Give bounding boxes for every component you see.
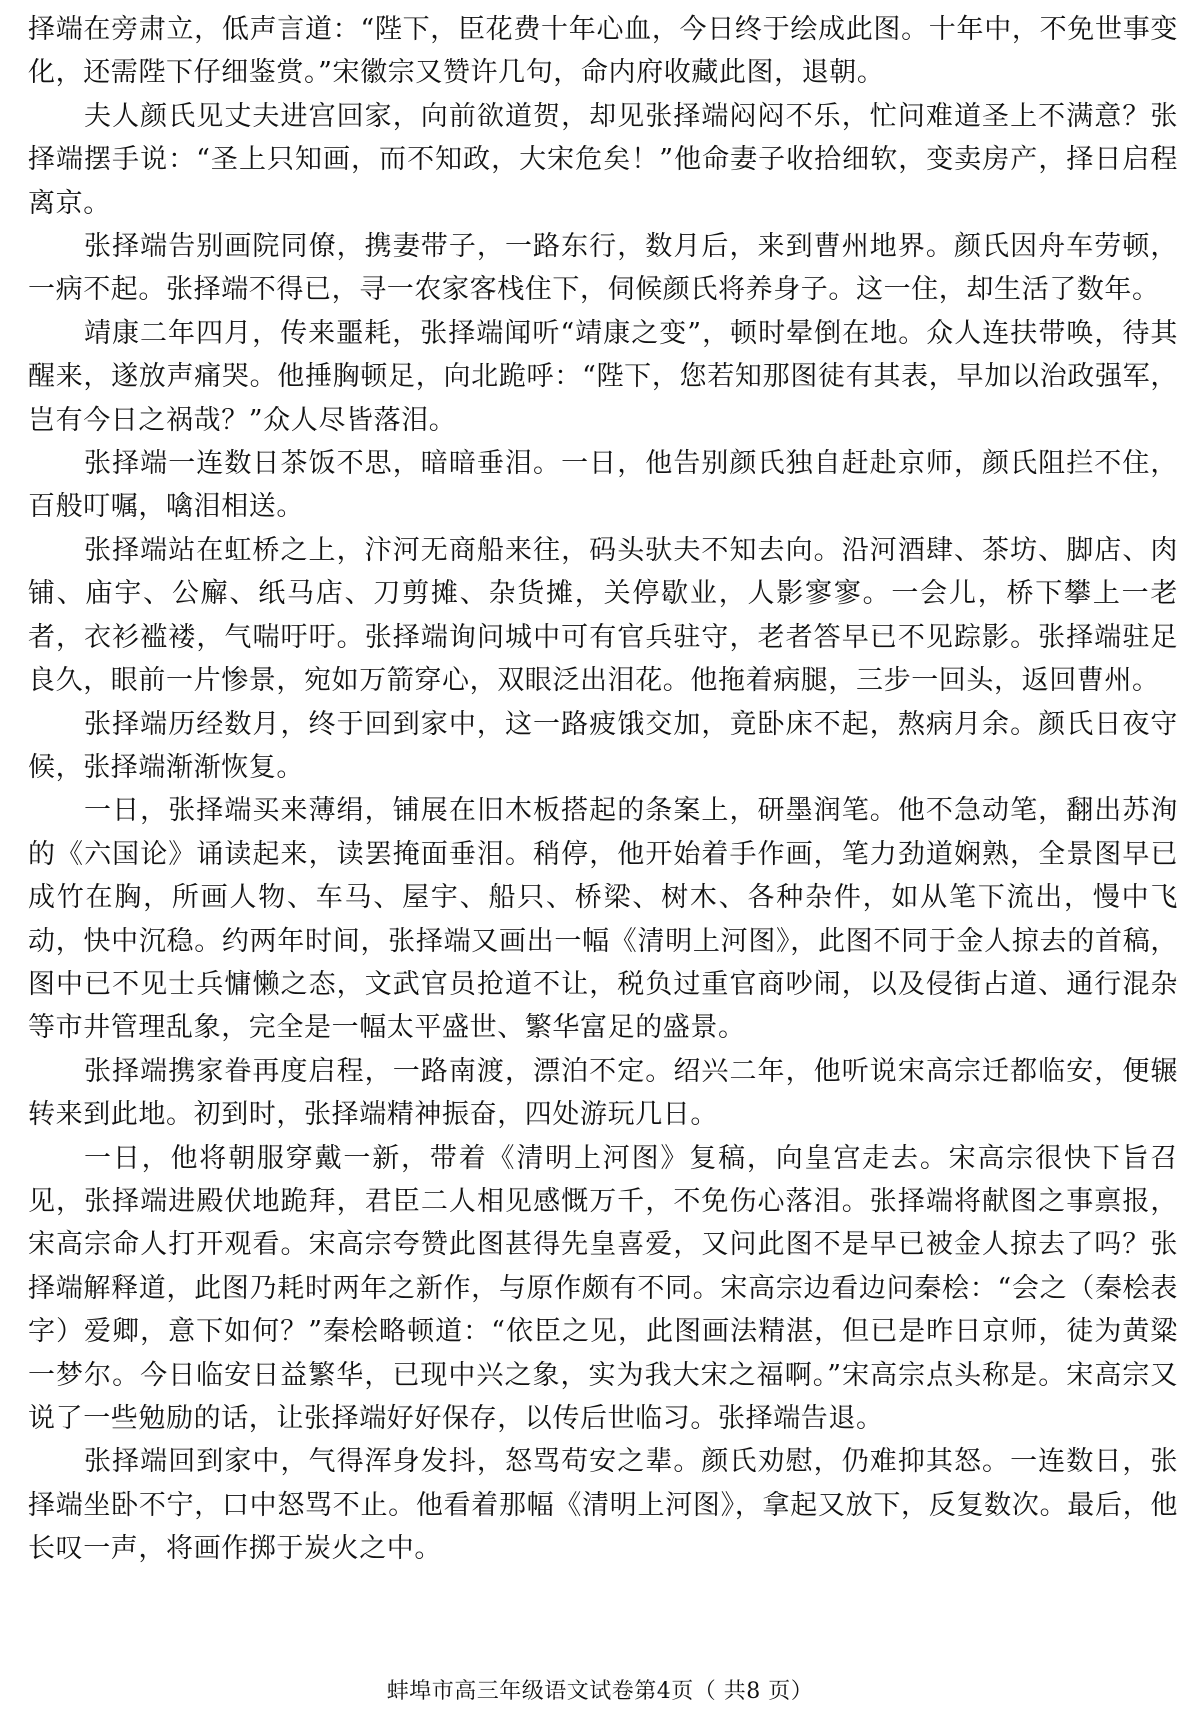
paragraph-11: 张择端回到家中，气得浑身发抖，怒骂苟安之辈。颜氏劝慰，仍难抑其怒。一连数日，张择端坐卧不宁，口中怒骂不止。他看着那幅《清明上河图》，拿起又放下，反复数次。最后，他长叹一声，将画作掷于炭火之中。	[28, 1446, 1178, 1565]
paragraph-3: 张择端告别画院同僚，携妻带子，一路东行，数月后，来到曹州地界。颜氏因舟车劳顿，一病不起。张择端不得已，寻一农家客栈住下，伺候颜氏将养身子。这一住，却生活了数年。	[28, 231, 1178, 306]
paragraph-5: 张择端一连数日茶饭不思，暗暗垂泪。一日，他告别颜氏独自赶赴京师，颜氏阻拦不住，百般叮嘱，噙泪相送。	[28, 448, 1178, 523]
paragraph-1: 择端在旁肃立，低声言道：“陛下，臣花费十年心血，今日终于绘成此图。十年中，不免世事变化，还需陛下仔细鉴赏。”宋徽宗又赞许几句，命内府收藏此图，退朝。	[28, 14, 1178, 89]
paragraph-10: 一日，他将朝服穿戴一新，带着《清明上河图》复稿，向皇宫走去。宋高宗很快下旨召见，张择端进殿伏地跪拜，君臣二人相见感慨万千，不免伤心落泪。张择端将献图之事禀报，宋高宗命人打开观看。宋高宗夸赞此图甚得先皇喜爱，又问此图不是早已被金人掠去了吗？张择端解释道，此图乃耗时两年之新作，与原作颇有不同。宋高宗边看边问秦桧：“会之（秦桧表字）爱卿，意下如何？”秦桧略顿道：“依臣之见，此图画法精湛，但已是昨日京师，徒为黄粱一梦尔。今日临安日益繁华，已现中兴之象，实为我大宋之福啊。”宋高宗点头称是。宋高宗又说了一些勉励的话，让张择端好好保存，以传后世临习。张择端告退。	[28, 1142, 1178, 1434]
paragraph-7: 张择端历经数月，终于回到家中，这一路疲饿交加，竟卧床不起，熬病月余。颜氏日夜守候，张择端渐渐恢复。	[28, 708, 1178, 783]
paragraph-9: 张择端携家眷再度启程，一路南渡，漂泊不定。绍兴二年，他听说宋高宗迁都临安，便辗转来到此地。初到时，张择端精神振奋，四处游玩几日。	[28, 1055, 1178, 1131]
page-footer: 蚌埠市高三年级语文试卷第4页（ 共8 页）	[386, 1679, 814, 1704]
article-body	[28, 8, 1178, 1571]
paragraph-8: 一日，张择端买来薄绢，铺展在旧木板搭起的条案上，研墨润笔。他不急动笔，翻出苏洵的《六国论》诵读起来，读罢掩面垂泪。稍停，他开始着手作画，笔力劲道娴熟，全景图早已成竹在胸，所画人物、车马、屋宇、船只、桥梁、树木、各种杂件，如从笔下流出，慢中飞动，快中沉稳。约两年时间，张择端又画出一幅《清明上河图》，此图不同于金人掠去的首稿，图中已不见士兵慵懒之态，文武官员抢道不让，税负过重官商吵闹，以及侵街占道、通行混杂等市井管理乱象，完全是一幅太平盛世、繁华富足的盛景。	[28, 795, 1178, 1044]
paragraph-2: 夫人颜氏见丈夫进宫回家，向前欲道贺，却见张择端闷闷不乐，忙问难道圣上不满意？张择端摆手说：“圣上只知画，而不知政，大宋危矣！”他命妻子收拾细软，变卖房产，择日启程离京。	[28, 100, 1178, 219]
paragraph-6: 张择端站在虹桥之上，汴河无商船来往，码头驮夫不知去向。沿河酒肆、茶坊、脚店、肉铺、庙宇、公廨、纸马店、刀剪摊、杂货摊，关停歇业，人影寥寥。一会儿，桥下攀上一老者，衣衫褴褛，气喘吁吁。张择端询问城中可有官兵驻守，老者答早已不见踪影。张择端驻足良久，眼前一片惨景，宛如万箭穿心，双眼泛出泪花。他拖着病腿，三步一回头，返回曹州。	[28, 534, 1178, 697]
paragraph-4: 靖康二年四月，传来噩耗，张择端闻听“靖康之变”，顿时晕倒在地。众人连扶带唤，待其醒来，遂放声痛哭。他捶胸顿足，向北跪呼：“陛下，您若知那图徒有其表，早加以治政强军，岂有今日之祸哉？”众人尽皆落泪。	[28, 317, 1178, 436]
